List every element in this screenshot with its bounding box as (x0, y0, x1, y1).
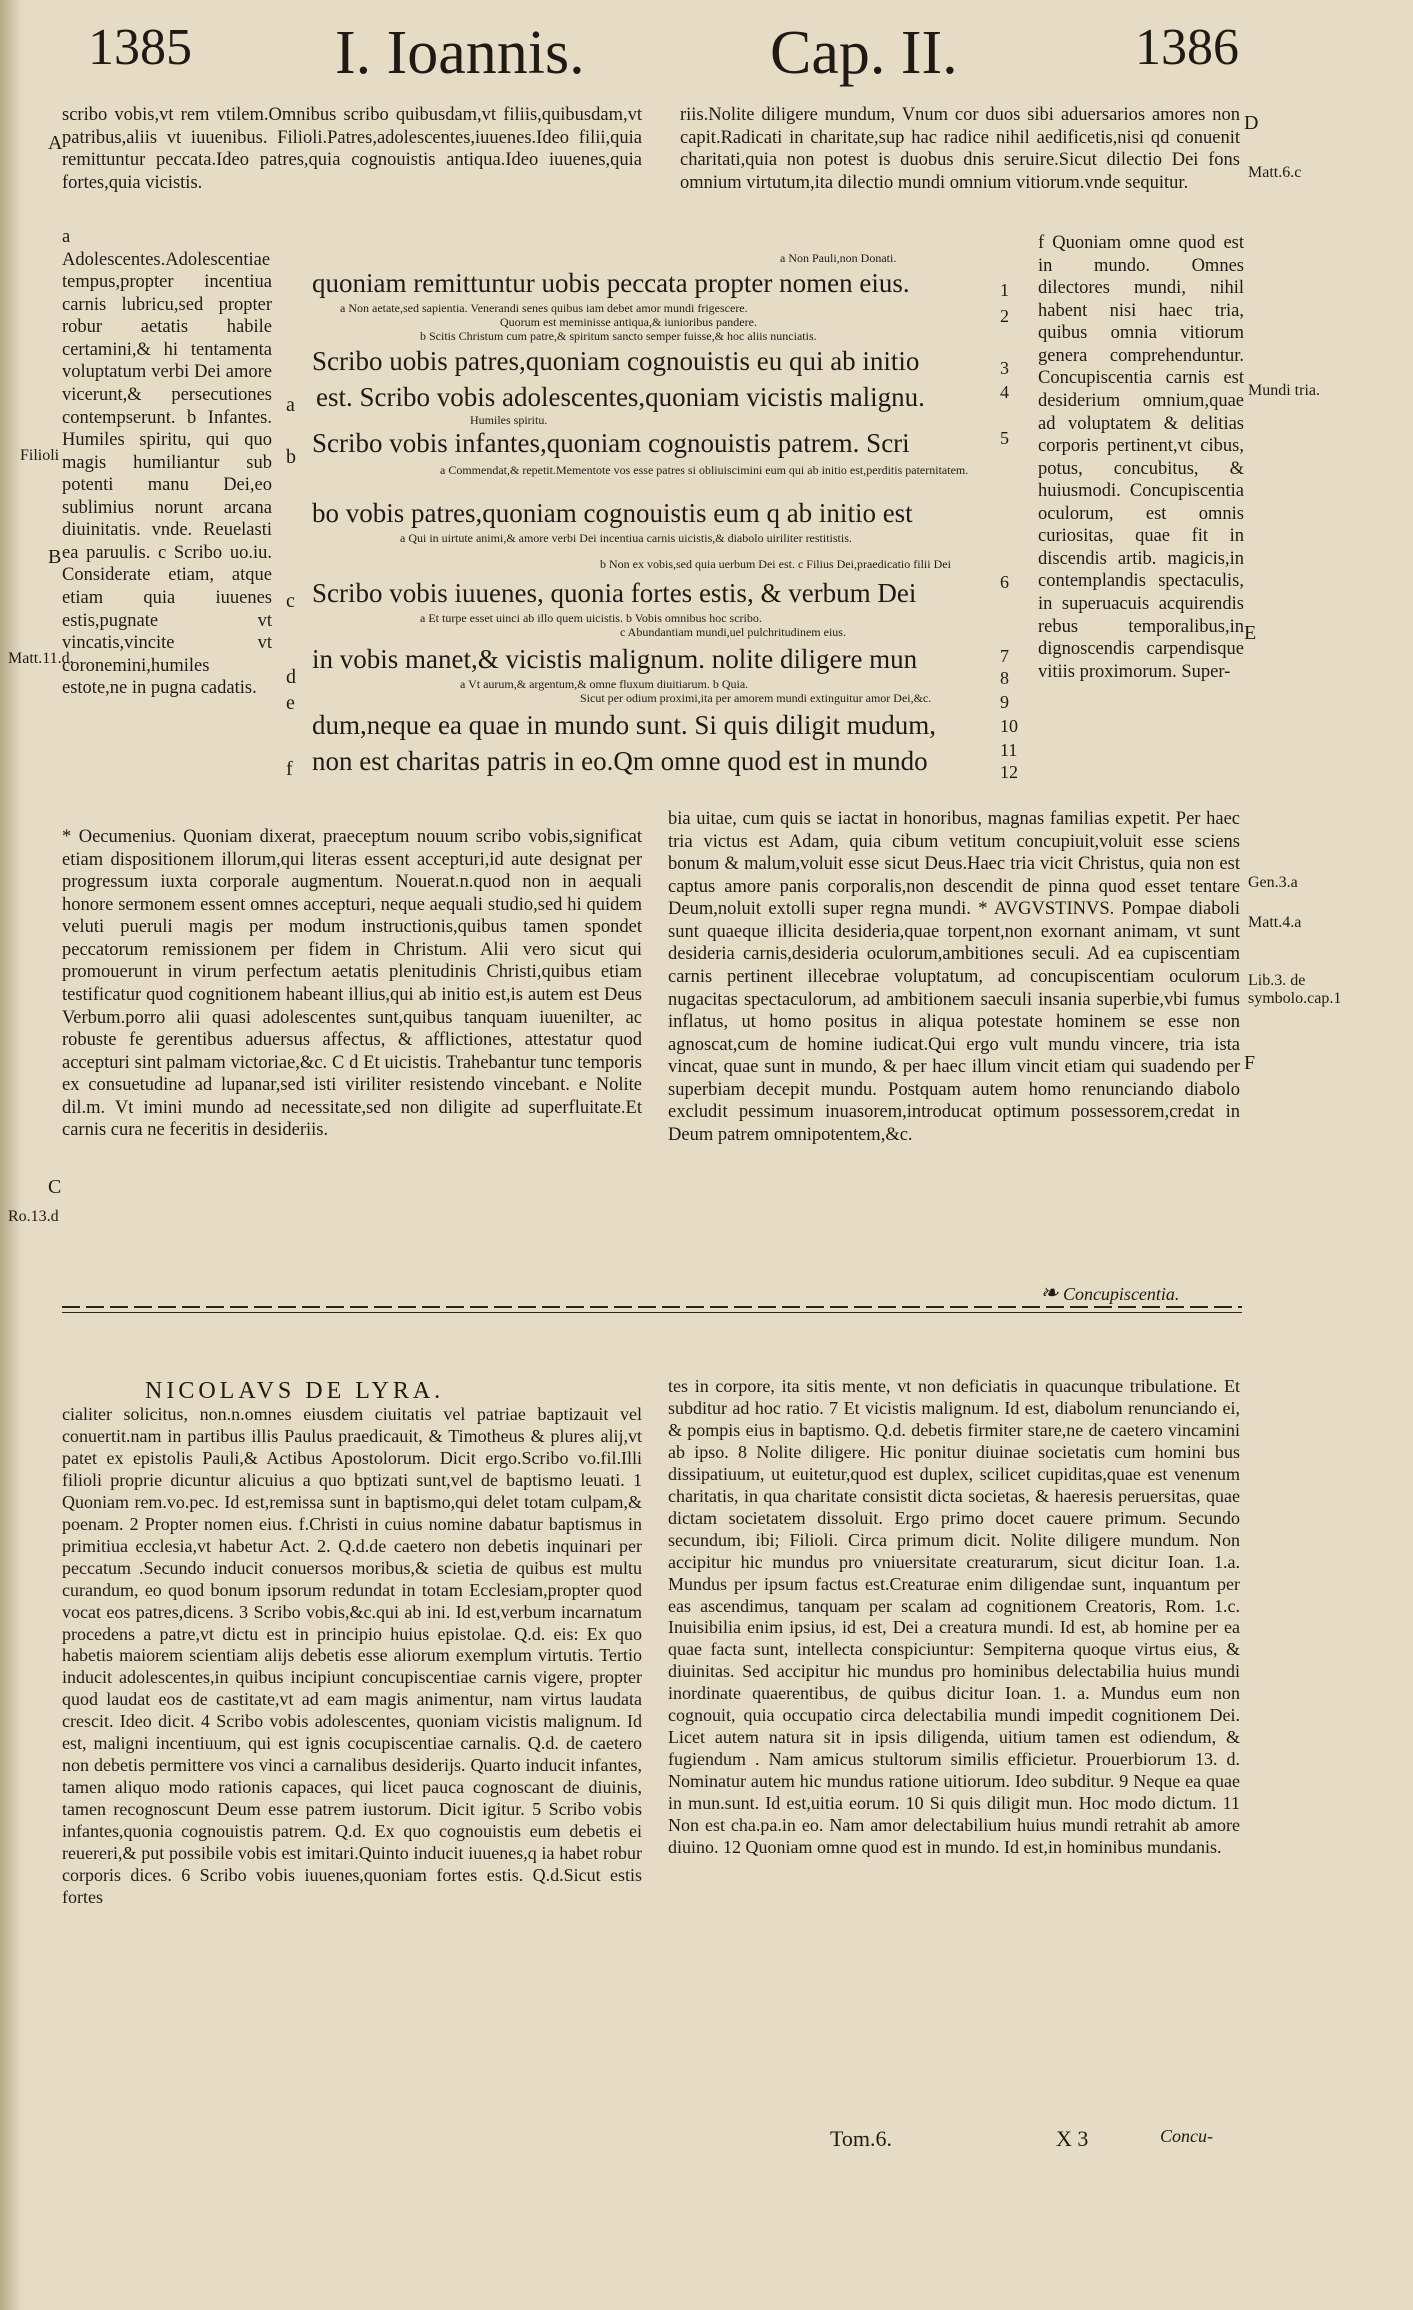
gloss-top-left: scribo vobis,vt rem vtilem.Omnibus scribo quibusdam,vt filiis,quibusdam,vt patribus,aliis vt iuuenibus. Filioli.Patres,adolescentes,iuuenes.Ideo filii,quia remittuntur peccata.Ideo patres,quia cognouistis antiqua.Ideo iuuenes,quia fortes,quia vicistis. (62, 105, 642, 193)
margin-note-left: Ro.13.d (8, 1208, 59, 1225)
section-letter: C (48, 1176, 62, 1198)
margin-note-right: Matt.4.a (1248, 914, 1302, 931)
gloss-lower-left: * Oecumenius. Quoniam dixerat, praeceptum nouum scribo vobis,significat etiam dispositionem illorum,qui literas essent accepturi,id aute designat per progressum iuxta corporale augmentum. Nouerat.n.quod non in aequali honore sermonem essent omnes accepturi, neque aequali studio,sed hi quidem veluti pueruli magis per modum instructionis,quibus tamen spondet peccatorum remissionem per fidem in Christum. Alii vero sicut qui promouerunt in virum perfectum aetatis plenitudinis Christi,quibus etiam testificatur quod cognitionem habeant illius,qui ab initio est,is autem est Deus Verbum.porro alii quasi adolescentes sunt,quibus tanquam iuuenilter, ac robuste fe gerentibus aduersus affectus, & afflictiones, attestatur quod accepturi sint palmam victoriae,&c. C d Et uicistis. Trahebantur tunc temporis ex consuetudine ad lupanar,sed isti viriliter resistendo vincebant. e Nolite dil.m. Vt imini mundo ad necessitate,sed non diligite ad superfluitate.Et carnis cura ne feceritis in desideriis. (62, 827, 642, 1141)
scripture-line: Scribo vobis infantes,quoniam cognouistis patrem. Scri (312, 428, 910, 458)
scripture-note: a Non Pauli,non Donati. (780, 252, 897, 265)
gloss-left-column: a Adolescentes.Adolescentiae tempus,propter incentiua carnis lubricu,sed propter robur aetatis habile certamini,& hi tentamenta voluptatum verbi Dei amore vicerunt,& persecutiones contempserunt. b Infantes. Humiles spiritu, qui quo magis humiliantur sub potenti manu Dei,eo sublimius norunt arcana diuinitatis. vnde. Reuelasti ea paruulis. c Scribo uo.iu. Considerate etiam, atque etiam quia iuuenes estis,pugnate vt vincatis,vincite vt coronemini,humiles estote,ne in pugna cadatis. (62, 227, 272, 699)
scripture-line: Scribo uobis patres,quoniam cognouistis eu qui ab initio (312, 346, 920, 376)
scripture-line: bo vobis patres,quoniam cognouistis eum q ab initio est (312, 498, 913, 528)
gloss-catchword: ❧ Concupiscentia. (1040, 1280, 1180, 1305)
section-divider (62, 1306, 1242, 1308)
verse-number: 7 (1000, 646, 1009, 666)
margin-note-left: Filioli (20, 447, 60, 464)
margin-note-right: Lib.3. de symbolo.cap.1 (1248, 972, 1342, 1007)
fleuron-icon: ❧ (1040, 1280, 1059, 1305)
section-letter: F (1244, 1052, 1256, 1074)
scripture-note: a Vt aurum,& argentum,& omne fluxum diuitiarum. b Quia. (460, 678, 749, 691)
book-title: I. Ioannis. (335, 19, 585, 87)
scripture-note: b Scitis Christum cum patre,& spiritum sancto semper fuisse,& hoc aliis nunciatis. (420, 330, 817, 343)
book-spine-shadow (0, 0, 22, 2310)
page-number-right: 1386 (1135, 19, 1239, 76)
page-number-left: 1385 (88, 19, 192, 76)
verse-number: 6 (1000, 572, 1009, 592)
gloss-letter: f (286, 758, 293, 780)
section-letter: A (48, 132, 63, 154)
scripture-line: quoniam remittuntur uobis peccata propter nomen eius. (312, 268, 910, 298)
lyra-heading: NICOLAVS DE LYRA. (145, 1378, 445, 1404)
scripture-line: non est charitas patris in eo.Qm omne quod est in mundo (312, 746, 928, 776)
section-letter: B (48, 546, 62, 568)
gloss-top-right: riis.Nolite diligere mundum, Vnum cor duos sibi aduersarios amores non capit.Radicati in charitate,sup hac radice nihil aedificetis,nisi qd conuenit charitati,quia non potest is duobus dnis seruire.Sicut dilectio Dei fons omnium virtutum,ita dilectio mundi omnium vitiorum.vnde sequitur. (680, 105, 1240, 193)
verse-number: 2 (1000, 306, 1009, 326)
scripture-note: a Qui in uirtute animi,& amore verbi Dei incentiua carnis uicistis,& diabolo uiriliter restitistis. (400, 532, 852, 545)
tome-label: Tom.6. (830, 2126, 893, 2151)
scripture-note: a Commendat,& repetit.Mementote vos esse patres si obliuiscimini eum qui ab initio est,perditis paternitatem. (440, 464, 969, 477)
signature-mark: X 3 (1056, 2126, 1089, 2151)
scripture-line: Scribo vobis iuuenes, quonia fortes estis, & verbum Dei (312, 578, 917, 608)
verse-number: 3 (1000, 358, 1009, 378)
margin-note-right: Matt.6.c (1248, 164, 1302, 181)
verse-number: 12 (1000, 762, 1018, 782)
verse-number: 8 (1000, 668, 1009, 688)
verse-number: 10 (1000, 716, 1018, 736)
section-letter: D (1244, 112, 1259, 134)
scripture-line: est. Scribo vobis adolescentes,quoniam vicistis malignu. (316, 382, 925, 412)
scripture-note: a Non aetate,sed sapientia. Venerandi senes quibus iam debet amor mundi frigescere. (340, 302, 748, 315)
scripture-note: Humiles spiritu. (470, 414, 548, 427)
scripture-line: dum,neque ea quae in mundo sunt. Si quis diligit mudum, (312, 710, 936, 740)
gloss-letter: b (286, 446, 296, 468)
gloss-right-column: f Quoniam omne quod est in mundo. Omnes dilectores mundi, nihil habent nisi haec tria, quibus omnia vitiorum genera comprehenduntur. Concupiscentia carnis est desiderium omnium,quae ad voluptatem & delitias corporis pertinent,vt cibus, potus, concubitus, & huiusmodi. Concupiscentia oculorum, est omnis curiositas, quae fit in discendis artib. magicis,in contemplandis spectaculis, in superuacuis acquirendis rebus temporalibus,in dignoscendis carpendisque vitiis proximorum. Super- (1038, 233, 1244, 682)
margin-note-left: Matt.11.d. (8, 650, 74, 667)
lyra-right-column: tes in corpore, ita sitis mente, vt non deficiatis in quacunque tribulatione. Et subditur ad hoc ratio. 7 Et vicistis malignum. Id est, diabolum renunciando ei, & pompis eius in baptismo. Q.d. debetis firmiter stare,ne de caetero vincamini ab ipso. 8 Nolite diligere. Hic ponitur diuinae societatis cum homini bus dissipatiuum, ut euitetur,quod est duplex, scilicet cupiditas,quae est venenum charitatis, in qua charitate consistit dicta societas, & haeresis peruersitas, quae dictam societatem dissoluit. Ergo primo docet cauere primum. Secundo secundum, ibi; Filioli. Circa primum dicit. Nolite diligere mundum. Non accipitur hic mundus pro vniuersitate creaturarum, sicut dicitur Ioan. 1.a. Mundus per ipsum factus est.Creaturae enim diligendae sunt, inquantum per eas ascendimus, tanquam per scalam ad cognitionem Creatoris, Rom. 1.c. Inuisibilia enim ipsius, id est, Dei a creatura mundi. Id est, ab homine per ea quae facta sunt, intellecta conspiciuntur: Sempiterna quoque virtus eius, & diuinitas. Sed accipitur hic mundus pro hominibus delectabilia huius mundi inordinate quaerentibus, de quibus dicitur Ioan. 1. a. Mundus eum non cognouit, quia occupatio circa delectabilia mundi impedit cognitionem Dei. Licet autem natura sit in ipsis diligenda, uitium tamen est odiendum, & fugiendum . Nam amicus stultorum similis efficietur. Prouerbiorum 13. d. Nominatur autem hic mundus ratione uitiorum. Ideo subditur. 9 Neque ea quae in mun.sunt. Id est,uitia eorum. 10 Si quis diligit mun. Hoc modo dictum. 11 Non est cha.pa.in eo. Nam amor delectabilium huius mundi retrahit ab amore diuino. 12 Quoniam omne quod est in mundo. Id est,in hominibus mundanis. (668, 1376, 1240, 1858)
verse-number: 4 (1000, 382, 1009, 402)
chapter-title: Cap. II. (770, 19, 958, 87)
section-letter: E (1244, 622, 1257, 644)
gloss-letter: c (286, 590, 295, 612)
gloss-letter: a (286, 394, 295, 416)
verse-number: 11 (1000, 740, 1018, 760)
scripture-line: in vobis manet,& vicistis malignum. nolite diligere mun (312, 644, 918, 674)
scripture-note: c Abundantiam mundi,uel pulchritudinem eius. (620, 626, 846, 639)
section-divider (62, 1312, 1242, 1313)
scripture-note: Sicut per odium proximi,ita per amorem mundi extinguitur amor Dei,&c. (580, 692, 932, 705)
margin-note-right: Gen.3.a (1248, 874, 1298, 891)
gloss-letter: e (286, 692, 295, 714)
verse-number: 5 (1000, 428, 1009, 448)
scripture-note: Quorum est meminisse antiqua,& iunioribus pandere. (500, 316, 757, 329)
scripture-note: b Non ex vobis,sed quia uerbum Dei est. c Filius Dei,praedicatio filii Dei (600, 558, 951, 571)
verse-number: 9 (1000, 692, 1009, 712)
catchword: Concu- (1160, 2126, 1213, 2146)
margin-note-right: Mundi tria. (1248, 382, 1320, 399)
gloss-lower-right: bia uitae, cum quis se iactat in honoribus, magnas familias expetit. Per haec tria victus est Adam, quia cibum vetitum concupiuit,voluit esse sciens bonum & malum,voluit esse sicut Deus.Haec tria vicit Christus, quia non est captus amore panis corporalis,non descendit de pinna quod esset tentare Deum,noluit extolli super regna mundi. * AVGVSTINVS. Pompae diaboli sunt quaeque illicita desideria,quae torpent,non exornant animam, vt sunt desideria carnis,desideria oculorum,ambitiones seculi. Ad ea cupiscentiam carnis pertinent illecebrae voluptatum, ad concupiscentiam oculorum nugacitas spectaculorum, ad ambitionem saeculi insania superbie,vbi fumus inflatus, ut homo positus in aliqua potestate hominem se esse non agnoscat,cum de homine iudicat.Qui ergo vult mundu vincere, tria ista vincat, quae sunt in mundo, & per haec illum vincit etiam qui suadendo per superbiam decepit mundu. Postquam autem homo renunciando diabolo excludit pessimum inuasorem,introducat optimum possessorem,credat in Deum patrem omnipotentem,&c. (668, 809, 1240, 1145)
scripture-note: a Et turpe esset uinci ab illo quem uicistis. b Vobis omnibus hoc scribo. (420, 612, 762, 625)
gloss-letter: d (286, 666, 296, 688)
running-header (0, 18, 1413, 98)
verse-number: 1 (1000, 280, 1009, 300)
lyra-left-column: cialiter solicitus, non.n.omnes eiusdem ciuitatis vel patriae baptizauit vel conuertit.nam in partibus illis Paulus praedicauit, & Timotheus & plures alij,vt patet ex epistolis Pauli,& Actibus Apostolorum. Dicit ergo.Scribo vo.fil.Illi filioli proprie dicuntur alicuius a quo bptizati sunt,vel de baptismo leuati. 1 Quoniam rem.vo.pec. Id est,remissa sunt in baptismo,qui delet totam culpam,& poenam. 2 Propter nomen eius. f.Christi in cuius nomine dabatur baptismus in primitiua ecclesia,vt habetur Act. 2. Q.d.de caetero non debetis inquinari per peccatum .Secundo inducit conuersos moribus,& scietia de quibus est multu curandum, eo quod bonum ipsorum redundat in totam Ecclesiam,propter quod vocat eos patres,dicens. 3 Scribo vobis,&c.qui ab ini. Id est,verbum incarnatum procedens a patre,vt dictu est in principio huius epistolae. Q.d. eis: Ex quo habetis maiorem scientiam alijs debetis esse aliorum exemplum virtutis. Tertio inducit adolescentes,in quibus incipiunt concupiscentiae carnis vigere, propter quod laudat eos de castitate,vt ad eam magis animentur, nam virtus laudata crescit. Ideo dicit. 4 Scribo vobis adolescentes, quoniam vicistis malignum. Id est, maligni incentiuum, qui est ignis cocupiscentiae carnalis. Q.d. de caetero non debetis permittere vos vinci a carnalibus desiderijs. Quarto inducit infantes, tamen aliquo modo rationis capaces, qui licet pauca cognoscant de diuinis, tamen recognoscunt Deum esse patrem iustorum. Dicit igitur. 5 Scribo vobis infantes,quonia cognouistis patrem. Q.d. Ex quo cognouistis eum debetis ei reuereri,& put possibile vobis est imitari.Quinto inducit iuuenes,q ia habet robur corporis dices. 6 Scribo vobis iuuenes,quoniam fortes estis. Q.d.Sicut estis fortes (62, 1404, 642, 1907)
